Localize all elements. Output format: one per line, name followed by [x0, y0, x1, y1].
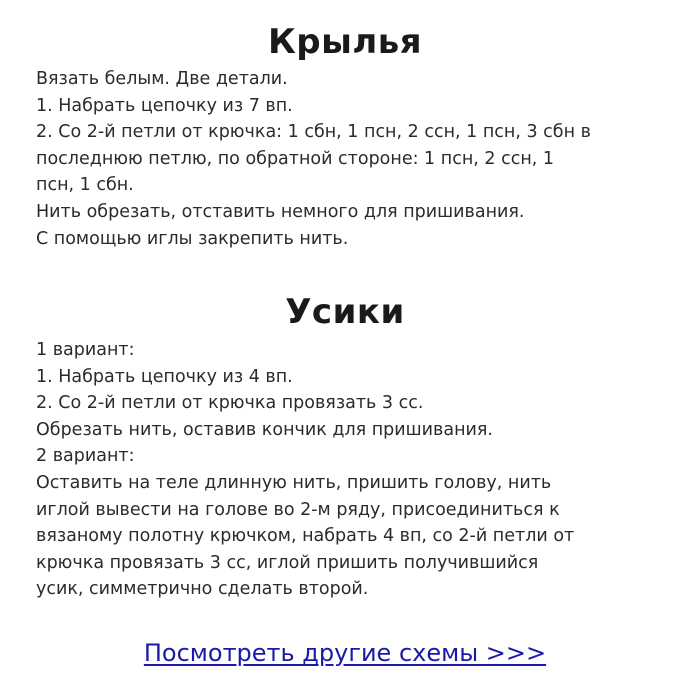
section-title-antennae: Усики [285, 292, 405, 332]
more-schemes-link[interactable]: Посмотреть другие схемы >>> [143, 639, 547, 667]
instruction-line: 1. Набрать цепочку из 4 вп. [36, 366, 293, 387]
instruction-line: 2 вариант: [36, 446, 135, 467]
instruction-line: Обрезать нить, оставив кончик для пришивания. [36, 419, 493, 440]
wings-instructions [36, 66, 666, 252]
instruction-line: 1 вариант: [36, 340, 135, 360]
instruction-line: последнюю петлю, по обратной стороне: 1 псн, 2 ссн, 1 [36, 148, 555, 169]
instruction-line: 1. Набрать цепочку из 7 вп. [36, 95, 293, 116]
instruction-line: псн, 1 сбн. [36, 175, 134, 196]
instruction-line: 2. Со 2-й петли от крючка провязать 3 сс. [36, 393, 424, 414]
instruction-line: Оставить на теле длинную нить, пришить голову, нить [36, 472, 552, 493]
instruction-line: вязаному полотну крючком, набрать 4 вп, со 2-й петли от [36, 526, 575, 547]
instruction-line: 2. Со 2-й петли от крючка: 1 сбн, 1 псн, 2 ссн, 1 псн, 3 сбн в [36, 122, 591, 143]
instruction-line: крючка провязать 3 сс, иглой пришить получившийся [36, 552, 539, 573]
instruction-line: усик, симметрично сделать второй. [36, 579, 369, 600]
section-title-wings: Крылья [267, 22, 423, 62]
instruction-line: Вязать белым. Две детали. [36, 69, 288, 89]
instruction-line: С помощью иглы закрепить нить. [36, 228, 349, 249]
antennae-instructions [36, 337, 666, 603]
instruction-line: Нить обрезать, отставить немного для пришивания. [36, 201, 525, 222]
instruction-line: иглой вывести на голове во 2-м ряду, присоединиться к [36, 499, 560, 520]
